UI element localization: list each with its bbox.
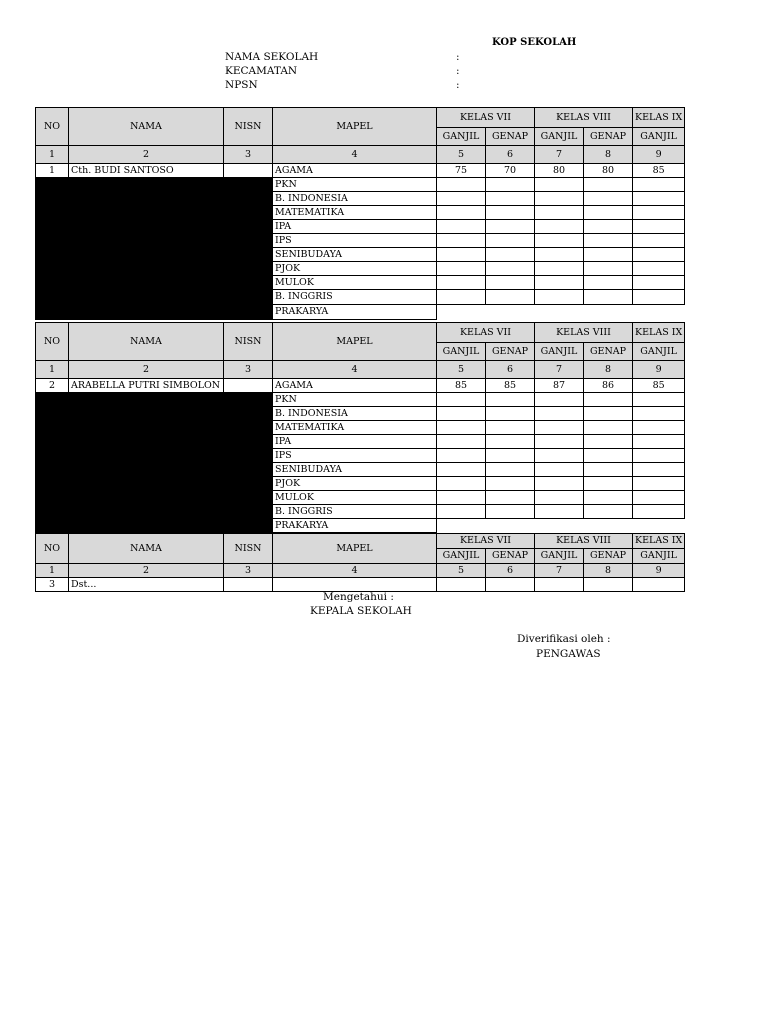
col-number: 3 — [224, 361, 273, 379]
subject-cell: SENIBUDAYA — [273, 463, 437, 477]
subject-cell: B. INDONESIA — [273, 192, 437, 206]
col-header-nama: NAMA — [69, 534, 224, 564]
col-header-no: NO — [36, 323, 69, 361]
col-number: 8 — [584, 361, 633, 379]
col-header-mapel: MAPEL — [273, 323, 437, 361]
subject-cell: PJOK — [273, 262, 437, 276]
col-header-kelas-vii: KELAS VII — [437, 323, 535, 343]
col-number: 5 — [437, 361, 486, 379]
col-header-no: NO — [36, 108, 69, 146]
rapor-table-student-1 — [35, 107, 685, 320]
pengawas-label: PENGAWAS — [536, 648, 601, 660]
mengetahui-label: Mengetahui : — [323, 591, 394, 603]
col-number: 6 — [486, 361, 535, 379]
subject-cell: IPS — [273, 449, 437, 463]
subject-cell: B. INGGRIS — [273, 505, 437, 519]
col-header-genap: GENAP — [584, 549, 633, 564]
col-header-ganjil: GANJIL — [633, 343, 685, 361]
col-header-kelas-ix: KELAS IX — [633, 108, 685, 128]
subject-cell — [273, 578, 437, 592]
col-header-kelas-vii: KELAS VII — [437, 108, 535, 128]
subject-cell: IPS — [273, 234, 437, 248]
col-number: 1 — [36, 146, 69, 164]
col-header-genap: GENAP — [486, 343, 535, 361]
col-number: 9 — [633, 361, 685, 379]
subject-cell: IPA — [273, 435, 437, 449]
subject-cell: PKN — [273, 178, 437, 192]
col-number: 5 — [437, 146, 486, 164]
subject-cell: B. INDONESIA — [273, 407, 437, 421]
col-header-ganjil: GANJIL — [535, 343, 584, 361]
subject-cell: MATEMATIKA — [273, 421, 437, 435]
col-header-ganjil: GANJIL — [633, 128, 685, 146]
student-nisn — [224, 164, 273, 178]
score-cell: 70 — [486, 164, 535, 178]
rapor-table-student-3 — [35, 533, 685, 592]
subject-cell: MULOK — [273, 491, 437, 505]
student-name: ARABELLA PUTRI SIMBOLON — [69, 379, 224, 393]
score-cell: 86 — [584, 379, 633, 393]
label-npsn: NPSN — [225, 79, 258, 91]
score-cell: 87 — [535, 379, 584, 393]
col-header-genap: GENAP — [584, 128, 633, 146]
col-number: 4 — [273, 146, 437, 164]
score-cell: 75 — [437, 164, 486, 178]
col-header-ganjil: GANJIL — [437, 549, 486, 564]
col-number: 9 — [633, 146, 685, 164]
col-header-nisn: NISN — [224, 534, 273, 564]
subject-cell: B. INGGRIS — [273, 290, 437, 305]
col-header-genap: GENAP — [486, 128, 535, 146]
col-header-kelas-vii: KELAS VII — [437, 534, 535, 549]
score-cell: 80 — [535, 164, 584, 178]
col-header-ganjil: GANJIL — [535, 128, 584, 146]
col-number: 2 — [69, 146, 224, 164]
col-number: 7 — [535, 361, 584, 379]
col-header-kelas-ix: KELAS IX — [633, 534, 685, 549]
col-number: 7 — [535, 564, 584, 578]
col-header-mapel: MAPEL — [273, 534, 437, 564]
colon-npsn: : — [456, 79, 460, 91]
score-cell: 85 — [633, 164, 685, 178]
col-header-genap: GENAP — [486, 549, 535, 564]
diverifikasi-label: Diverifikasi oleh : — [517, 633, 611, 645]
subject-cell: PKN — [273, 393, 437, 407]
score-cell: 85 — [486, 379, 535, 393]
student-no: 1 — [36, 164, 69, 178]
col-number: 1 — [36, 564, 69, 578]
col-number: 3 — [224, 146, 273, 164]
col-number: 5 — [437, 564, 486, 578]
student-name: Cth. BUDI SANTOSO — [69, 164, 224, 178]
colon-nama-sekolah: : — [456, 51, 460, 63]
label-kecamatan: KECAMATAN — [225, 65, 298, 77]
subject-cell: MATEMATIKA — [273, 206, 437, 220]
col-number: 4 — [273, 361, 437, 379]
col-number: 7 — [535, 146, 584, 164]
col-number: 8 — [584, 146, 633, 164]
col-header-kelas-viii: KELAS VIII — [535, 534, 633, 549]
col-number: 1 — [36, 361, 69, 379]
student-nisn — [224, 578, 273, 592]
col-header-ganjil: GANJIL — [437, 128, 486, 146]
subject-cell: IPA — [273, 220, 437, 234]
score-cell: 80 — [584, 164, 633, 178]
student-no: 3 — [36, 578, 69, 592]
kepala-sekolah-label: KEPALA SEKOLAH — [310, 605, 412, 617]
subject-cell: SENIBUDAYA — [273, 248, 437, 262]
col-header-nisn: NISN — [224, 108, 273, 146]
col-header-kelas-viii: KELAS VIII — [535, 323, 633, 343]
col-header-nama: NAMA — [69, 108, 224, 146]
subject-cell: MULOK — [273, 276, 437, 290]
col-number: 3 — [224, 564, 273, 578]
col-header-ganjil: GANJIL — [437, 343, 486, 361]
redacted-block — [36, 393, 273, 533]
subject-cell: AGAMA — [273, 379, 437, 393]
col-number: 2 — [69, 361, 224, 379]
rapor-table-student-2 — [35, 322, 685, 533]
col-header-kelas-viii: KELAS VIII — [535, 108, 633, 128]
colon-kecamatan: : — [456, 65, 460, 77]
kop-sekolah-title: KOP SEKOLAH — [492, 37, 577, 48]
col-number: 2 — [69, 564, 224, 578]
col-header-nisn: NISN — [224, 323, 273, 361]
score-cell: 85 — [437, 379, 486, 393]
col-number: 8 — [584, 564, 633, 578]
col-header-ganjil: GANJIL — [535, 549, 584, 564]
label-nama-sekolah: NAMA SEKOLAH — [225, 51, 319, 63]
col-number: 6 — [486, 146, 535, 164]
col-number: 6 — [486, 564, 535, 578]
col-header-nama: NAMA — [69, 323, 224, 361]
col-header-genap: GENAP — [584, 343, 633, 361]
student-name: Dst... — [69, 578, 224, 592]
redacted-block — [36, 178, 273, 320]
student-nisn — [224, 379, 273, 393]
subject-cell: AGAMA — [273, 164, 437, 178]
col-header-no: NO — [36, 534, 69, 564]
student-no: 2 — [36, 379, 69, 393]
subject-cell: PJOK — [273, 477, 437, 491]
subject-cell: PRAKARYA — [273, 305, 437, 320]
col-header-kelas-ix: KELAS IX — [633, 323, 685, 343]
col-number: 9 — [633, 564, 685, 578]
col-header-mapel: MAPEL — [273, 108, 437, 146]
score-cell: 85 — [633, 379, 685, 393]
col-number: 4 — [273, 564, 437, 578]
subject-cell: PRAKARYA — [273, 519, 437, 533]
col-header-ganjil: GANJIL — [633, 549, 685, 564]
